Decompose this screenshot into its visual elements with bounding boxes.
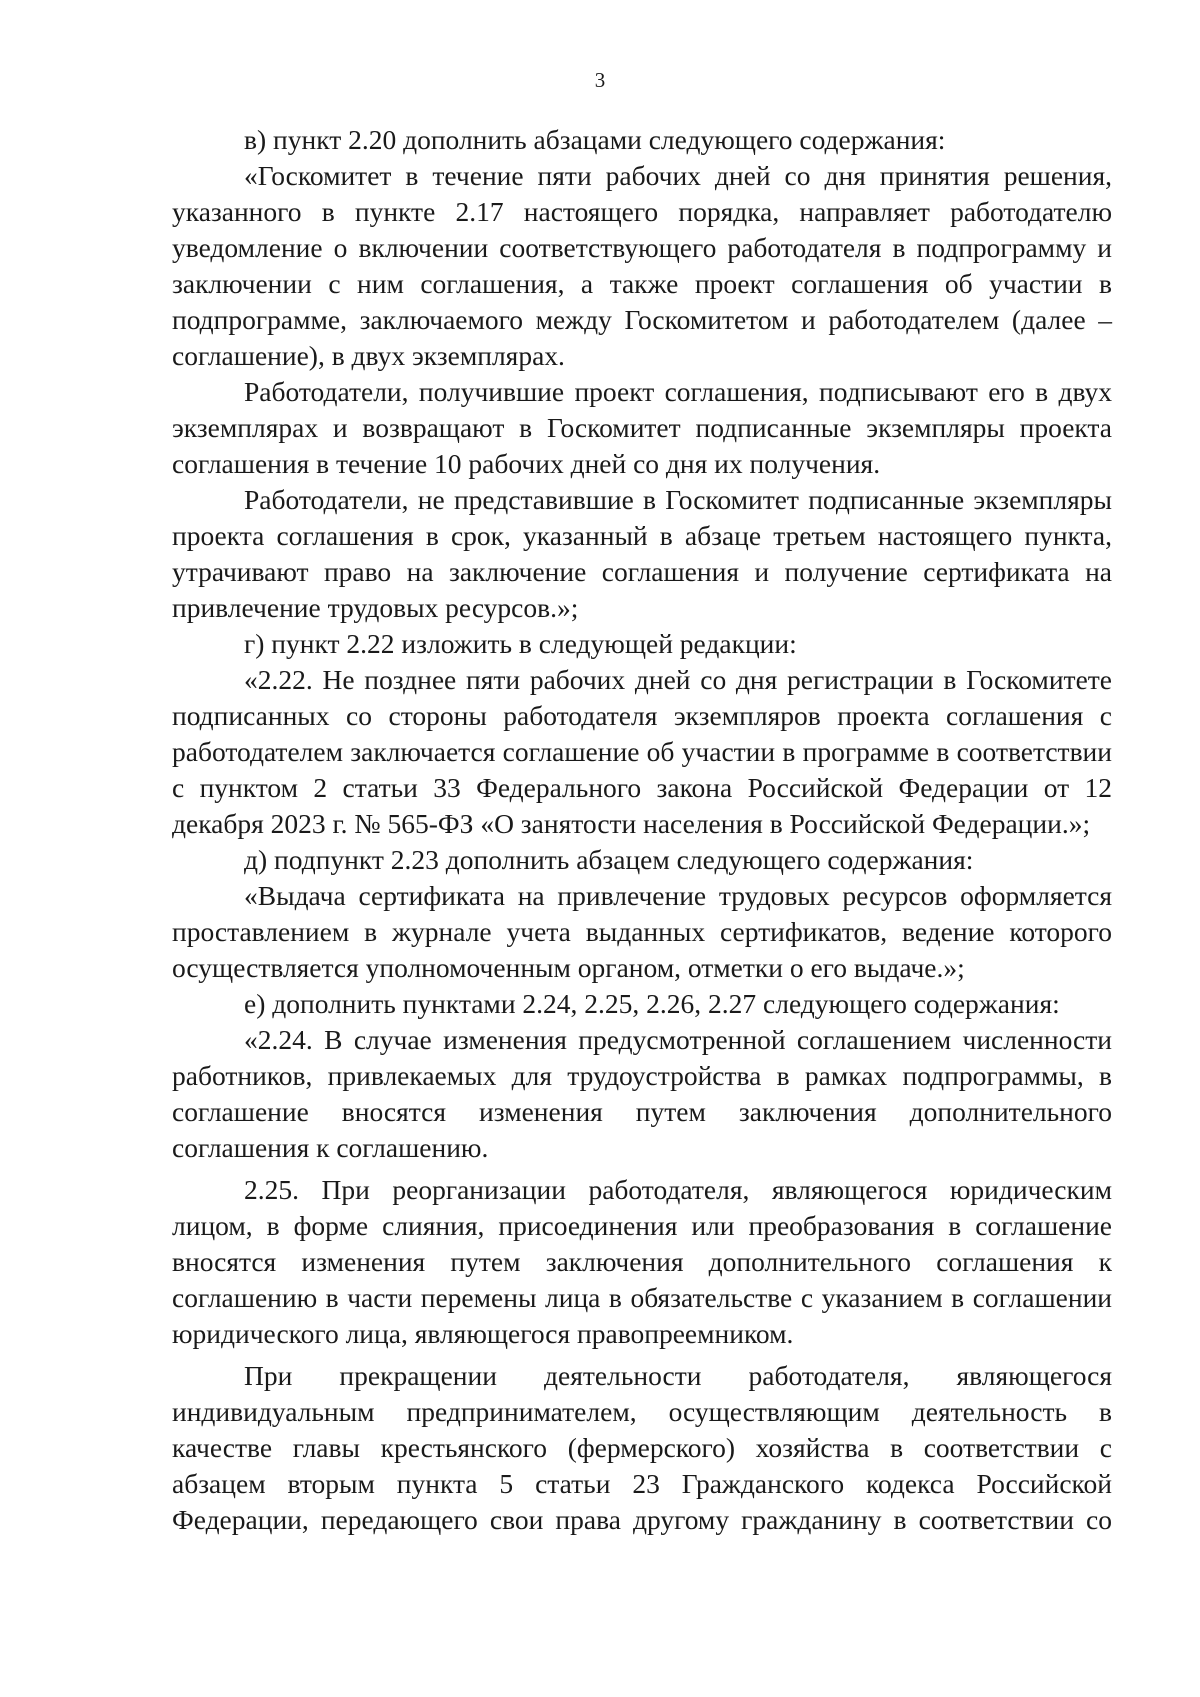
paragraph-item-2-25: 2.25. При реорганизации работодателя, являющегося юридическим лицом, в форме слияния, присоединения или преобразования в соглашение вносятся изменения путем заключения дополнительного соглашения к соглашению в части перемены лица в обязательстве с указанием в соглашении юридического лица, являющегося правопреемником.	[172, 1174, 1112, 1349]
paragraph-item-2-22: «2.22. Не позднее пяти рабочих дней со дня регистрации в Госкомитете подписанных со стороны работодателя экземпляров проекта соглашения с работодателем заключается соглашение об участии в программе в соответствии с пунктом 2 статьи 33 Федерального закона Российской Федерации от 12 декабря 2023 г. № 565-ФЗ «О занятости населения в Российской Федерации.»;	[172, 664, 1112, 839]
page-number: 3	[594, 68, 606, 92]
paragraph-goskomitet-notice: «Госкомитет в течение пяти рабочих дней со дня принятия решения, указанного в пункте 2.17 настоящего порядка, направляет работодателю уведомление о включении соответствующего работодателя в подпрограмму и заключении с ним соглашения, а также проект соглашения об участии в подпрограмме, заключаемого между Госкомитетом и работодателем (далее – соглашение), в двух экземплярах.	[172, 160, 1112, 371]
paragraph-amendment-d: д) подпункт 2.23 дополнить абзацем следующего содержания:	[244, 844, 974, 875]
paragraph-employers-sign: Работодатели, получившие проект соглашения, подписывают его в двух экземплярах и возвращают в Госкомитет подписанные экземпляры проекта соглашения в течение 10 рабочих дней со дня их получения.	[172, 376, 1112, 479]
paragraph-item-2-24: «2.24. В случае изменения предусмотренной соглашением численности работников, привлекаемых для трудоустройства в рамках подпрограммы, в соглашение вносятся изменения путем заключения дополнительного соглашения к соглашению.	[172, 1024, 1112, 1163]
paragraph-certificate-issue: «Выдача сертификата на привлечение трудовых ресурсов оформляется проставлением в журнале учета выданных сертификатов, ведение которого осуществляется уполномоченным органом, отметки о его выдаче.»;	[172, 880, 1112, 983]
paragraph-amendment-g: г) пункт 2.22 изложить в следующей редакции:	[244, 628, 797, 659]
paragraph-amendment-e: е) дополнить пунктами 2.24, 2.25, 2.26, 2.27 следующего содержания:	[244, 988, 1060, 1019]
paragraph-amendment-v: в) пункт 2.20 дополнить абзацами следующего содержания:	[244, 124, 946, 155]
document-body	[172, 122, 1112, 1538]
paragraph-employers-not-submitted: Работодатели, не представившие в Госкомитет подписанные экземпляры проекта соглашения в срок, указанный в абзаце третьем настоящего пункта, утрачивают право на заключение соглашения и получение сертификата на привлечение трудовых ресурсов.»;	[172, 484, 1112, 623]
paragraph-termination: При прекращении деятельности работодателя, являющегося индивидуальным предпринимателем, осуществляющим деятельность в качестве главы крестьянского (фермерского) хозяйства в соответствии с абзацем вторым пункта 5 статьи 23 Гражданского кодекса Российской Федерации, передающего свои права другому гражданину в соответствии со	[172, 1360, 1112, 1535]
